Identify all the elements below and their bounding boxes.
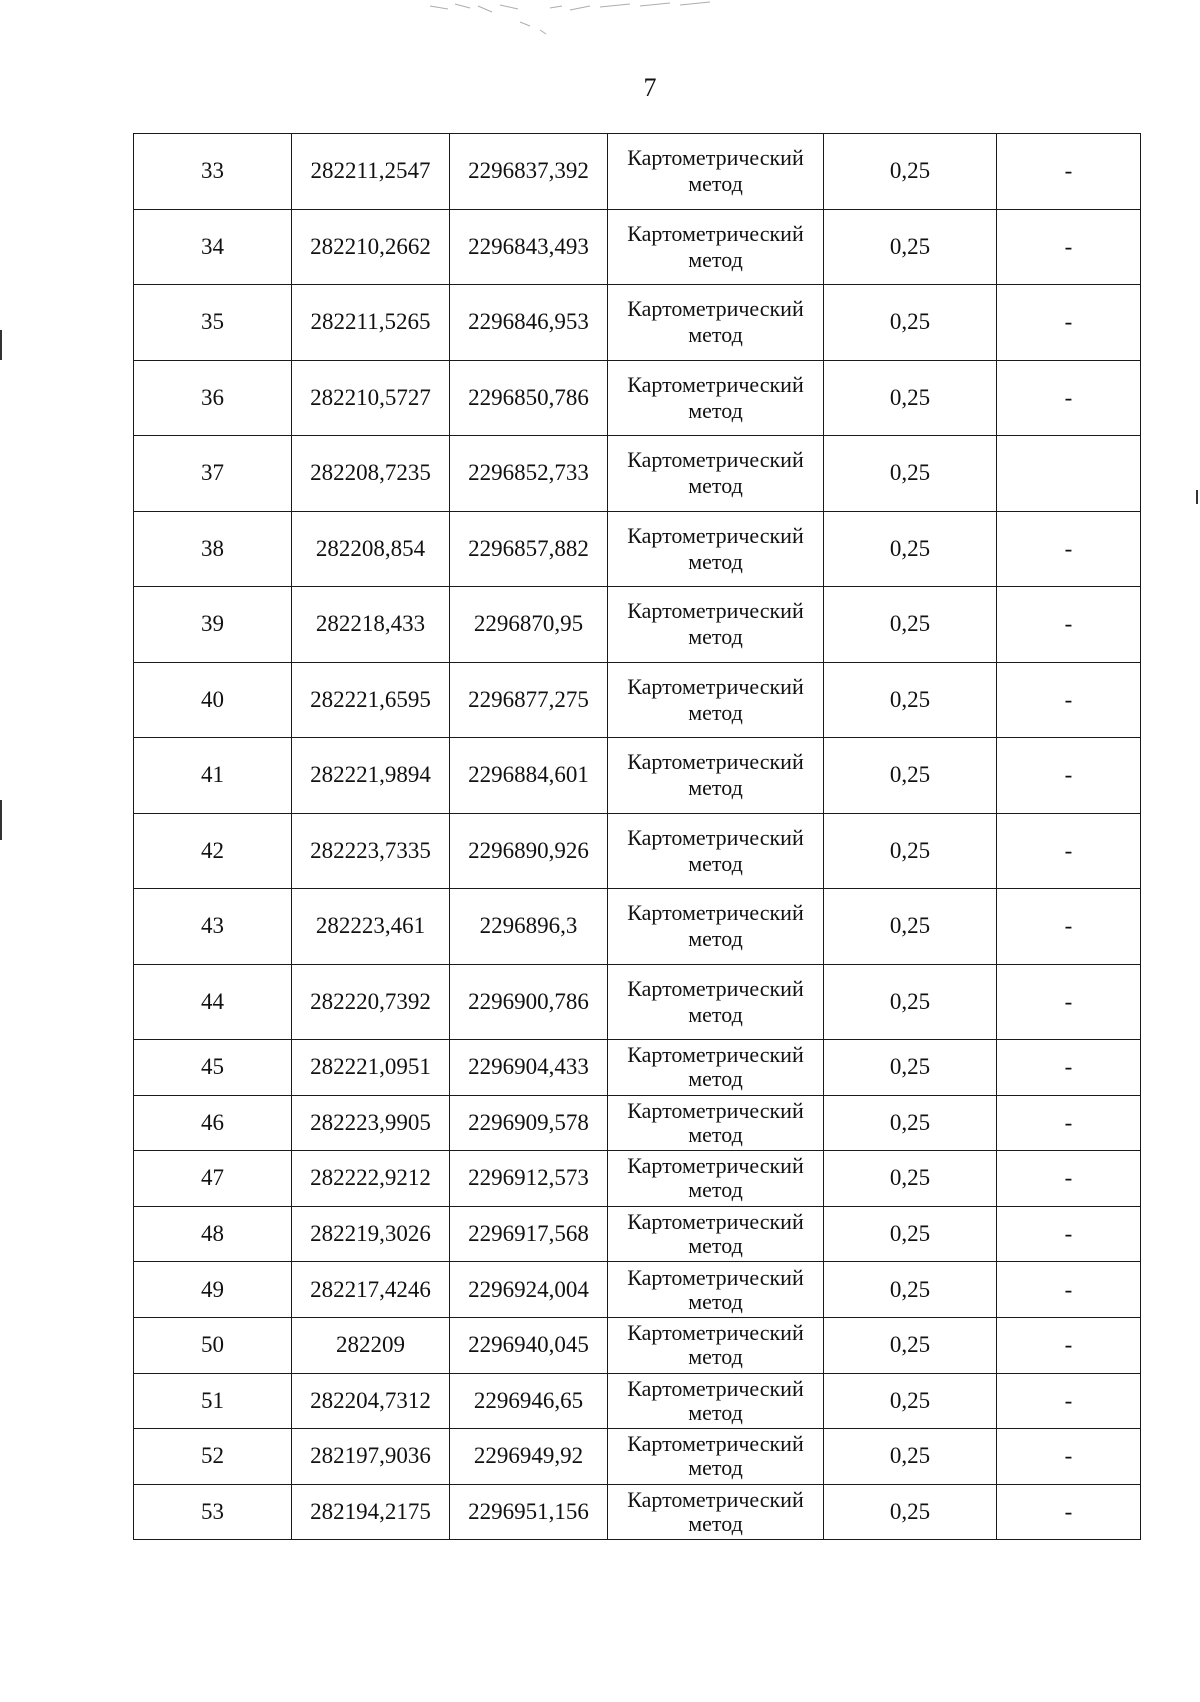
- point-number-cell: 53: [134, 1484, 292, 1540]
- method-line-1: Картометрический: [627, 447, 804, 473]
- x-coordinate-cell: 282210,2662: [292, 209, 450, 285]
- method-cell: [608, 1317, 824, 1373]
- x-coordinate-cell: 282209: [292, 1317, 450, 1373]
- note-cell: -: [997, 209, 1141, 285]
- point-number-cell: 36: [134, 360, 292, 436]
- point-number-cell: 45: [134, 1040, 292, 1096]
- table-row: [134, 436, 1141, 512]
- note-cell: -: [997, 511, 1141, 587]
- method-cell: [608, 511, 824, 587]
- note-cell: -: [997, 889, 1141, 965]
- method-line-2: метод: [688, 1001, 743, 1027]
- method-line-2: метод: [688, 624, 743, 650]
- point-number-cell: 46: [134, 1095, 292, 1151]
- point-number-cell: 34: [134, 209, 292, 285]
- note-cell: -: [997, 813, 1141, 889]
- error-cell: 0,25: [824, 134, 997, 210]
- method-cell: [608, 1373, 824, 1429]
- y-coordinate-cell: 2296857,882: [450, 511, 608, 587]
- method-line-1: Картометрический: [627, 371, 804, 397]
- y-coordinate-cell: 2296890,926: [450, 813, 608, 889]
- method-cell: [608, 1262, 824, 1318]
- x-coordinate-cell: 282222,9212: [292, 1151, 450, 1207]
- method-line-2: метод: [688, 1344, 743, 1370]
- x-coordinate-cell: 282194,2175: [292, 1484, 450, 1540]
- method-cell: [608, 889, 824, 965]
- x-coordinate-cell: 282221,9894: [292, 738, 450, 814]
- scan-margin-mark: [0, 800, 2, 840]
- y-coordinate-cell: 2296909,578: [450, 1095, 608, 1151]
- table-row: [134, 511, 1141, 587]
- method-line-1: Картометрический: [627, 220, 804, 246]
- error-cell: 0,25: [824, 964, 997, 1040]
- method-line-2: метод: [688, 397, 743, 423]
- table-row: [134, 587, 1141, 663]
- x-coordinate-cell: 282210,5727: [292, 360, 450, 436]
- error-cell: 0,25: [824, 587, 997, 663]
- method-cell: [608, 587, 824, 663]
- table-row: [134, 1040, 1141, 1096]
- point-number-cell: 41: [134, 738, 292, 814]
- x-coordinate-cell: 282211,5265: [292, 285, 450, 361]
- error-cell: 0,25: [824, 1484, 997, 1540]
- note-cell: -: [997, 1373, 1141, 1429]
- method-line-1: Картометрический: [627, 1320, 804, 1346]
- point-number-cell: 50: [134, 1317, 292, 1373]
- x-coordinate-cell: 282208,854: [292, 511, 450, 587]
- method-line-2: метод: [688, 926, 743, 952]
- method-line-1: Картометрический: [627, 749, 804, 775]
- method-line-2: метод: [688, 1288, 743, 1314]
- method-cell: [608, 1484, 824, 1540]
- y-coordinate-cell: 2296837,392: [450, 134, 608, 210]
- method-line-2: метод: [688, 473, 743, 499]
- y-coordinate-cell: 2296877,275: [450, 662, 608, 738]
- method-cell: [608, 1095, 824, 1151]
- error-cell: 0,25: [824, 662, 997, 738]
- x-coordinate-cell: 282220,7392: [292, 964, 450, 1040]
- point-number-cell: 33: [134, 134, 292, 210]
- table-row: [134, 964, 1141, 1040]
- error-cell: 0,25: [824, 1317, 997, 1373]
- table-row: [134, 1373, 1141, 1429]
- scan-noise-marks: [400, 0, 760, 40]
- error-cell: 0,25: [824, 1262, 997, 1318]
- y-coordinate-cell: 2296940,045: [450, 1317, 608, 1373]
- note-cell: -: [997, 360, 1141, 436]
- table-row: [134, 209, 1141, 285]
- y-coordinate-cell: 2296852,733: [450, 436, 608, 512]
- note-cell: -: [997, 1429, 1141, 1485]
- method-line-2: метод: [688, 246, 743, 272]
- note-cell: [997, 436, 1141, 512]
- note-cell: -: [997, 964, 1141, 1040]
- method-cell: [608, 360, 824, 436]
- table-row: [134, 889, 1141, 965]
- method-cell: [608, 134, 824, 210]
- method-cell: [608, 964, 824, 1040]
- note-cell: -: [997, 1484, 1141, 1540]
- y-coordinate-cell: 2296904,433: [450, 1040, 608, 1096]
- table-row: [134, 1429, 1141, 1485]
- y-coordinate-cell: 2296846,953: [450, 285, 608, 361]
- x-coordinate-cell: 282223,461: [292, 889, 450, 965]
- method-line-2: метод: [688, 699, 743, 725]
- y-coordinate-cell: 2296917,568: [450, 1206, 608, 1262]
- note-cell: -: [997, 738, 1141, 814]
- point-number-cell: 47: [134, 1151, 292, 1207]
- x-coordinate-cell: 282219,3026: [292, 1206, 450, 1262]
- method-line-2: метод: [688, 322, 743, 348]
- y-coordinate-cell: 2296884,601: [450, 738, 608, 814]
- method-line-1: Картометрический: [627, 522, 804, 548]
- error-cell: 0,25: [824, 1040, 997, 1096]
- method-line-1: Картометрический: [627, 1042, 804, 1068]
- table-row: [134, 1484, 1141, 1540]
- x-coordinate-cell: 282197,9036: [292, 1429, 450, 1485]
- method-cell: [608, 1040, 824, 1096]
- point-number-cell: 48: [134, 1206, 292, 1262]
- table-row: [134, 134, 1141, 210]
- point-number-cell: 40: [134, 662, 292, 738]
- x-coordinate-cell: 282217,4246: [292, 1262, 450, 1318]
- method-line-1: Картометрический: [627, 1209, 804, 1235]
- error-cell: 0,25: [824, 360, 997, 436]
- note-cell: -: [997, 1317, 1141, 1373]
- method-line-1: Картометрический: [627, 1431, 804, 1457]
- y-coordinate-cell: 2296843,493: [450, 209, 608, 285]
- x-coordinate-cell: 282208,7235: [292, 436, 450, 512]
- y-coordinate-cell: 2296850,786: [450, 360, 608, 436]
- method-cell: [608, 662, 824, 738]
- y-coordinate-cell: 2296951,156: [450, 1484, 608, 1540]
- note-cell: -: [997, 587, 1141, 663]
- method-line-1: Картометрический: [627, 1097, 804, 1123]
- x-coordinate-cell: 282221,0951: [292, 1040, 450, 1096]
- point-number-cell: 39: [134, 587, 292, 663]
- point-number-cell: 35: [134, 285, 292, 361]
- method-line-2: метод: [688, 548, 743, 574]
- error-cell: 0,25: [824, 1429, 997, 1485]
- method-line-2: метод: [688, 1177, 743, 1203]
- scan-margin-mark: [0, 330, 2, 360]
- method-line-1: Картометрический: [627, 296, 804, 322]
- x-coordinate-cell: 282223,7335: [292, 813, 450, 889]
- method-line-1: Картометрический: [627, 1375, 804, 1401]
- point-number-cell: 37: [134, 436, 292, 512]
- table-row: [134, 813, 1141, 889]
- table-row: [134, 1317, 1141, 1373]
- table-row: [134, 1151, 1141, 1207]
- method-line-1: Картометрический: [627, 824, 804, 850]
- note-cell: -: [997, 1206, 1141, 1262]
- method-cell: [608, 1429, 824, 1485]
- y-coordinate-cell: 2296949,92: [450, 1429, 608, 1485]
- error-cell: 0,25: [824, 436, 997, 512]
- method-cell: [608, 738, 824, 814]
- note-cell: -: [997, 1040, 1141, 1096]
- y-coordinate-cell: 2296900,786: [450, 964, 608, 1040]
- coordinates-table-body: [134, 134, 1141, 1540]
- error-cell: 0,25: [824, 1151, 997, 1207]
- x-coordinate-cell: 282218,433: [292, 587, 450, 663]
- note-cell: -: [997, 1095, 1141, 1151]
- method-line-2: метод: [688, 171, 743, 197]
- note-cell: -: [997, 134, 1141, 210]
- y-coordinate-cell: 2296912,573: [450, 1151, 608, 1207]
- method-line-2: метод: [688, 1455, 743, 1481]
- table-row: [134, 1206, 1141, 1262]
- method-line-2: метод: [688, 1121, 743, 1147]
- table-row: [134, 1262, 1141, 1318]
- error-cell: 0,25: [824, 1095, 997, 1151]
- x-coordinate-cell: 282204,7312: [292, 1373, 450, 1429]
- method-cell: [608, 813, 824, 889]
- y-coordinate-cell: 2296896,3: [450, 889, 608, 965]
- method-cell: [608, 285, 824, 361]
- x-coordinate-cell: 282211,2547: [292, 134, 450, 210]
- point-number-cell: 44: [134, 964, 292, 1040]
- point-number-cell: 52: [134, 1429, 292, 1485]
- x-coordinate-cell: 282223,9905: [292, 1095, 450, 1151]
- error-cell: 0,25: [824, 285, 997, 361]
- method-cell: [608, 436, 824, 512]
- note-cell: -: [997, 285, 1141, 361]
- table-row: [134, 1095, 1141, 1151]
- error-cell: 0,25: [824, 1206, 997, 1262]
- table-row: [134, 285, 1141, 361]
- error-cell: 0,25: [824, 511, 997, 587]
- method-line-2: метод: [688, 1511, 743, 1537]
- error-cell: 0,25: [824, 738, 997, 814]
- x-coordinate-cell: 282221,6595: [292, 662, 450, 738]
- method-line-1: Картометрический: [627, 1153, 804, 1179]
- y-coordinate-cell: 2296924,004: [450, 1262, 608, 1318]
- point-number-cell: 42: [134, 813, 292, 889]
- point-number-cell: 38: [134, 511, 292, 587]
- scan-margin-mark: [1196, 490, 1198, 504]
- y-coordinate-cell: 2296870,95: [450, 587, 608, 663]
- method-cell: [608, 1151, 824, 1207]
- method-line-2: метод: [688, 775, 743, 801]
- error-cell: 0,25: [824, 813, 997, 889]
- table-row: [134, 738, 1141, 814]
- error-cell: 0,25: [824, 209, 997, 285]
- point-number-cell: 43: [134, 889, 292, 965]
- method-line-1: Картометрический: [627, 145, 804, 171]
- table-row: [134, 360, 1141, 436]
- page-number: 7: [643, 73, 657, 102]
- error-cell: 0,25: [824, 1373, 997, 1429]
- point-number-cell: 51: [134, 1373, 292, 1429]
- method-cell: [608, 1206, 824, 1262]
- point-number-cell: 49: [134, 1262, 292, 1318]
- method-line-1: Картометрический: [627, 1264, 804, 1290]
- method-line-1: Картометрический: [627, 1487, 804, 1513]
- y-coordinate-cell: 2296946,65: [450, 1373, 608, 1429]
- coordinates-table: [133, 133, 1141, 1540]
- method-line-2: метод: [688, 1066, 743, 1092]
- method-cell: [608, 209, 824, 285]
- note-cell: -: [997, 1151, 1141, 1207]
- note-cell: -: [997, 662, 1141, 738]
- method-line-1: Картометрический: [627, 598, 804, 624]
- note-cell: -: [997, 1262, 1141, 1318]
- error-cell: 0,25: [824, 889, 997, 965]
- method-line-2: метод: [688, 850, 743, 876]
- method-line-2: метод: [688, 1399, 743, 1425]
- method-line-1: Картометрический: [627, 673, 804, 699]
- table-row: [134, 662, 1141, 738]
- method-line-2: метод: [688, 1233, 743, 1259]
- method-line-1: Картометрический: [627, 975, 804, 1001]
- method-line-1: Картометрический: [627, 900, 804, 926]
